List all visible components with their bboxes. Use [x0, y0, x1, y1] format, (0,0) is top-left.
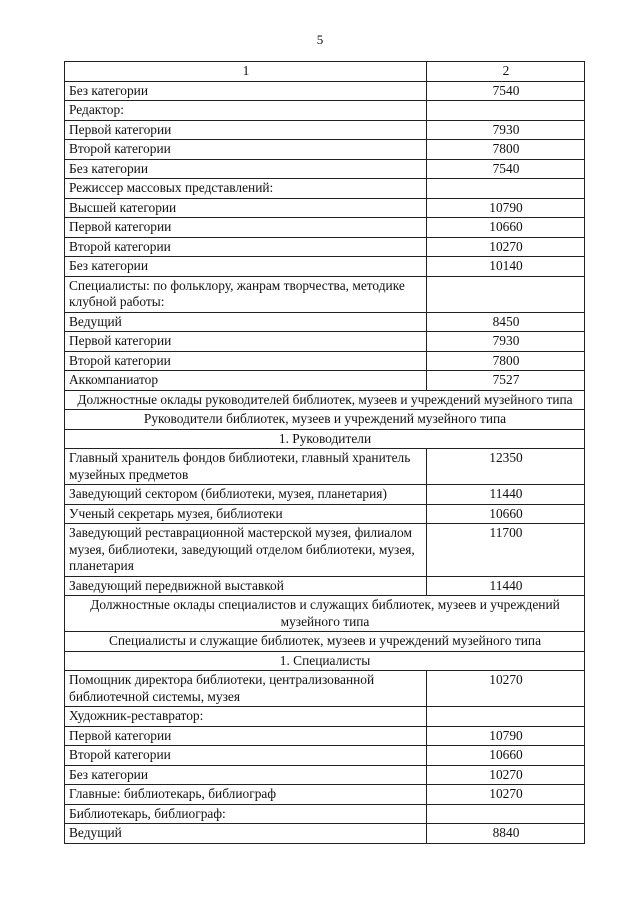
column-header-2: 2	[427, 62, 585, 82]
salary-value	[427, 101, 585, 121]
salary-value: 10270	[427, 671, 585, 707]
section-heading: Руководители библиотек, музеев и учреждений музейного типа	[65, 410, 585, 430]
table-row	[65, 179, 585, 199]
table-row	[65, 804, 585, 824]
table-row	[65, 671, 585, 707]
salary-value: 10790	[427, 726, 585, 746]
position-name: Второй категории	[65, 746, 427, 766]
table-row	[65, 746, 585, 766]
position-name: Первой категории	[65, 332, 427, 352]
position-name: Первой категории	[65, 120, 427, 140]
section-heading: Специалисты и служащие библиотек, музеев и учреждений музейного типа	[65, 632, 585, 652]
position-name: Библиотекарь, библиограф:	[65, 804, 427, 824]
table-row	[65, 504, 585, 524]
table-row	[65, 726, 585, 746]
table-row	[65, 198, 585, 218]
salary-value: 12350	[427, 449, 585, 485]
position-name: Без категории	[65, 257, 427, 277]
table-row	[65, 257, 585, 277]
section-heading-row	[65, 410, 585, 430]
position-name: Главный хранитель фондов библиотеки, главный хранитель музейных предметов	[65, 449, 427, 485]
position-name: Ведущий	[65, 312, 427, 332]
table-body	[65, 81, 585, 843]
salary-value	[427, 276, 585, 312]
position-name: Второй категории	[65, 140, 427, 160]
table-row	[65, 785, 585, 805]
salary-value	[427, 804, 585, 824]
table-row	[65, 485, 585, 505]
salary-value: 10270	[427, 237, 585, 257]
salary-value: 10140	[427, 257, 585, 277]
position-name: Второй категории	[65, 351, 427, 371]
salary-value: 7540	[427, 159, 585, 179]
salary-value: 8450	[427, 312, 585, 332]
salary-value: 10660	[427, 746, 585, 766]
salary-value: 10660	[427, 218, 585, 238]
table-row	[65, 824, 585, 844]
position-name: Главные: библиотекарь, библиограф	[65, 785, 427, 805]
section-heading: Должностные оклады специалистов и служащих библиотек, музеев и учреждений музейного типа	[65, 596, 585, 632]
position-name: Специалисты: по фольклору, жанрам творчества, методике клубной работы:	[65, 276, 427, 312]
table-row	[65, 371, 585, 391]
salary-value: 7527	[427, 371, 585, 391]
table-row	[65, 140, 585, 160]
column-header-1: 1	[65, 62, 427, 82]
section-heading-row	[65, 651, 585, 671]
table-row	[65, 276, 585, 312]
table-row	[65, 159, 585, 179]
salary-value: 10790	[427, 198, 585, 218]
salary-table	[64, 61, 585, 844]
position-name: Заведующий реставрационной мастерской музея, филиалом музея, библиотеки, заведующий отделом библиотеки, музея, планетария	[65, 524, 427, 577]
section-heading: Должностные оклады руководителей библиотек, музеев и учреждений музейного типа	[65, 390, 585, 410]
position-name: Второй категории	[65, 237, 427, 257]
position-name: Редактор:	[65, 101, 427, 121]
section-heading-row	[65, 596, 585, 632]
salary-value: 7930	[427, 332, 585, 352]
salary-value	[427, 179, 585, 199]
position-name: Помощник директора библиотеки, централизованной библиотечной системы, музея	[65, 671, 427, 707]
position-name: Без категории	[65, 159, 427, 179]
salary-value: 8840	[427, 824, 585, 844]
section-heading-row	[65, 390, 585, 410]
salary-value: 10270	[427, 765, 585, 785]
section-heading: 1. Специалисты	[65, 651, 585, 671]
salary-value: 10660	[427, 504, 585, 524]
table-row	[65, 351, 585, 371]
table-row	[65, 449, 585, 485]
table-row	[65, 524, 585, 577]
section-heading-row	[65, 429, 585, 449]
salary-value: 10270	[427, 785, 585, 805]
table-row	[65, 707, 585, 727]
table-row	[65, 101, 585, 121]
position-name: Без категории	[65, 765, 427, 785]
position-name: Первой категории	[65, 726, 427, 746]
table-header-row	[65, 62, 585, 82]
position-name: Аккомпаниатор	[65, 371, 427, 391]
table-row	[65, 120, 585, 140]
position-name: Режиссер массовых представлений:	[65, 179, 427, 199]
position-name: Первой категории	[65, 218, 427, 238]
position-name: Высшей категории	[65, 198, 427, 218]
salary-value: 7930	[427, 120, 585, 140]
section-heading: 1. Руководители	[65, 429, 585, 449]
salary-value: 11440	[427, 485, 585, 505]
table-row	[65, 218, 585, 238]
table-row	[65, 237, 585, 257]
salary-value: 7540	[427, 81, 585, 101]
position-name: Без категории	[65, 81, 427, 101]
salary-value	[427, 707, 585, 727]
page-number: 5	[316, 32, 324, 47]
table-row	[65, 332, 585, 352]
table-row	[65, 765, 585, 785]
salary-value: 11440	[427, 576, 585, 596]
position-name: Заведующий передвижной выставкой	[65, 576, 427, 596]
section-heading-row	[65, 632, 585, 652]
position-name: Ведущий	[65, 824, 427, 844]
salary-value: 7800	[427, 140, 585, 160]
position-name: Художник-реставратор:	[65, 707, 427, 727]
salary-value: 7800	[427, 351, 585, 371]
table-row	[65, 81, 585, 101]
position-name: Заведующий сектором (библиотеки, музея, планетария)	[65, 485, 427, 505]
table-row	[65, 312, 585, 332]
table-row	[65, 576, 585, 596]
salary-value: 11700	[427, 524, 585, 577]
position-name: Ученый секретарь музея, библиотеки	[65, 504, 427, 524]
